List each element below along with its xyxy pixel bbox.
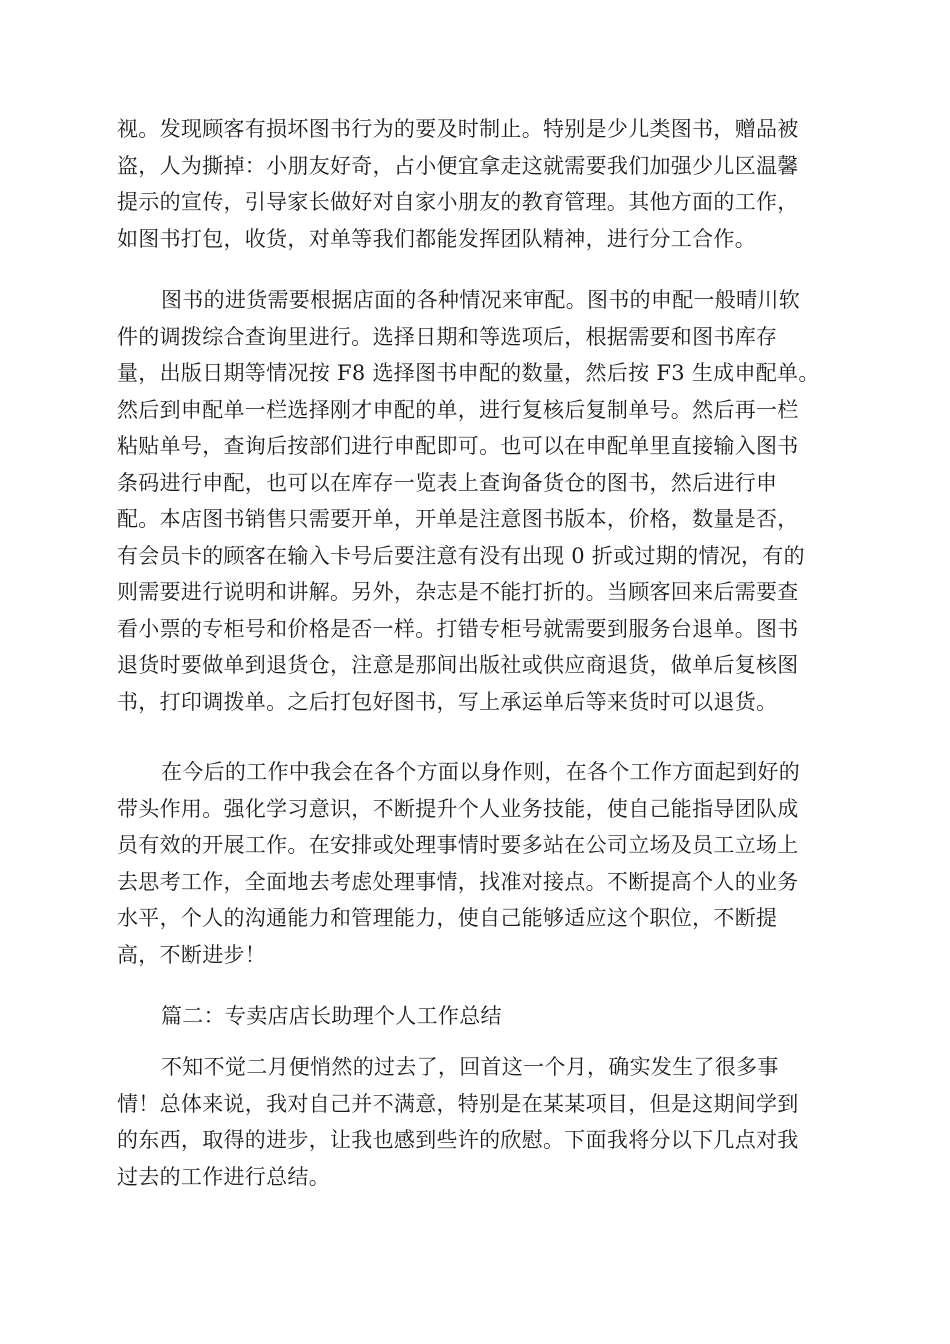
text-line: 在今后的工作中我会在各个方面以身作则，在各个工作方面起到好的 — [161, 760, 800, 784]
text-line: 不知不觉二月便悄然的过去了，回首这一个月，确实发生了很多事 — [161, 1055, 779, 1079]
text-line: 书，打印调拨单。之后打包好图书，写上承运单后等来货时可以退货。 — [117, 689, 778, 714]
text-line: 退货时要做单到退货仓，注意是那间出版社或供应商退货，做单后复核图 — [117, 653, 799, 677]
text-line: 员有效的开展工作。在安排或处理事情时要多站在公司立场及员工立场上 — [117, 833, 799, 857]
text-line: 视。发现顾客有损坏图书行为的要及时制止。特别是少儿类图书，赠品被 — [117, 117, 799, 141]
text-line: 有会员卡的顾客在输入卡号后要注意有没有出现 0 折或过期的情况，有的 — [117, 543, 805, 568]
text-line: 看小票的专柜号和价格是否一样。打错专柜号就需要到服务台退单。图书 — [117, 616, 799, 641]
text-line: 图书的进货需要根据店面的各种情况来审配。图书的申配一般晴川软 — [161, 288, 800, 312]
text-line: 高，不断进步！ — [117, 942, 267, 967]
paragraph-3 — [117, 754, 835, 973]
section-heading: 篇二：专卖店店长助理个人工作总结 — [161, 1004, 502, 1028]
text-line: 提示的宣传，引导家长做好对自家小朋友的教育管理。其他方面的工作， — [117, 190, 799, 214]
text-line: 情！总体来说，我对自己并不满意，特别是在某某项目，但是这期间学到 — [117, 1091, 799, 1116]
text-line: 去思考工作，全面地去考虑处理事情，找准对接点。不断提高个人的业务 — [117, 869, 799, 894]
paragraph-4 — [117, 1049, 835, 1195]
text-line: 然后到申配单一栏选择刚才申配的单，进行复核后复制单号。然后再一栏 — [117, 397, 799, 422]
text-line: 配。本店图书销售只需要开单，开单是注意图书版本，价格，数量是否， — [117, 507, 799, 531]
text-line: 量，出版日期等情况按 F8 选择图书申配的数量，然后按 F3 生成申配单。 — [117, 361, 820, 385]
text-line: 水平，个人的沟通能力和管理能力，使自己能够适应这个职位，不断提 — [117, 906, 778, 930]
text-line: 粘贴单号，查询后按部们进行申配即可。也可以在申配单里直接输入图书 — [117, 434, 799, 458]
text-line: 件的调拨综合查询里进行。选择日期和等选项后，根据需要和图书库存 — [117, 324, 778, 349]
text-line: 如图书打包，收货，对单等我们都能发挥团队精神，进行分工合作。 — [117, 226, 756, 251]
text-line: 则需要进行说明和讲解。另外，杂志是不能打折的。当顾客回来后需要查 — [117, 580, 799, 604]
text-line: 的东西，取得的进步，让我也感到些许的欣慰。下面我将分以下几点对我 — [117, 1128, 799, 1152]
text-line: 过去的工作进行总结。 — [117, 1164, 330, 1189]
text-line: 带头作用。强化学习意识，不断提升个人业务技能，使自己能指导团队成 — [117, 796, 799, 821]
text-line: 条码进行申配，也可以在库存一览表上查询备货仓的图书，然后进行申 — [117, 470, 778, 495]
text-line: 盗，人为撕掉：小朋友好奇，占小便宜拿走这就需要我们加强少儿区温馨 — [117, 153, 799, 178]
paragraph-2 — [117, 282, 835, 720]
paragraph-1 — [117, 111, 835, 257]
